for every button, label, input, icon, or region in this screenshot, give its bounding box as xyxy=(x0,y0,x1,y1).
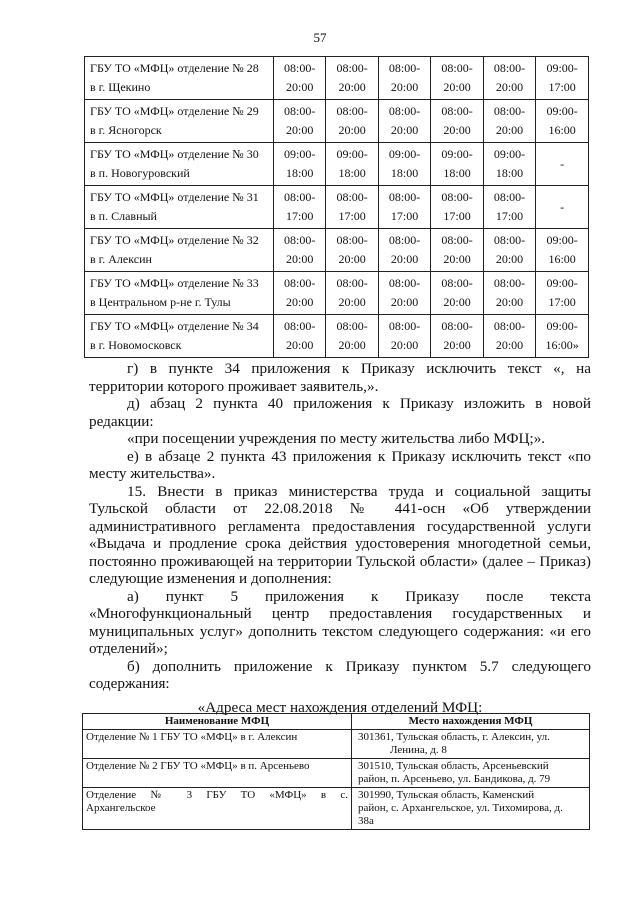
addresses-header-location: Место нахождения МФЦ xyxy=(352,714,590,730)
address-name-cell: Отделение № 3 ГБУ ТО «МФЦ» в с. Архангельское xyxy=(83,788,352,830)
table-row xyxy=(83,759,590,788)
para-15-line3: административного регламента предоставления государственной услуги xyxy=(89,517,591,535)
hours-cell: 08:00- 20:00 xyxy=(431,315,483,358)
hours-cell: 08:00- 17:00 xyxy=(378,186,430,229)
hours-cell: 09:00- 18:00 xyxy=(326,143,378,186)
hours-cell: 08:00- 20:00 xyxy=(273,100,325,143)
addresses-header-name: Наименование МФЦ xyxy=(83,714,352,730)
item-e-line1: е) в абзаце 2 пункта 43 приложения к Приказу исключить текст «по xyxy=(127,447,591,465)
address-name-cell: Отделение № 1 ГБУ ТО «МФЦ» в г. Алексин xyxy=(83,730,352,759)
hours-cell: 09:00- 18:00 xyxy=(273,143,325,186)
schedule-table xyxy=(84,56,589,358)
office-name-cell: ГБУ ТО «МФЦ» отделение № 30 в п. Новогуровский xyxy=(85,143,274,186)
hours-cell: 09:00- 18:00 xyxy=(483,143,535,186)
item-a-line4: отделений»; xyxy=(89,640,168,657)
hours-cell: 09:00- 18:00 xyxy=(431,143,483,186)
item-g-line2: территории которого проживает заявитель,». xyxy=(89,377,379,395)
hours-cell: 08:00- 17:00 xyxy=(483,186,535,229)
office-name-cell: ГБУ ТО «МФЦ» отделение № 29 в г. Ясногорск xyxy=(85,100,274,143)
item-b-line2: содержания: xyxy=(89,675,170,692)
amendments-text xyxy=(89,360,591,716)
table-row xyxy=(85,57,589,100)
hours-cell: 08:00- 20:00 xyxy=(273,57,325,100)
item-b-line1: б) дополнить приложение к Приказу пунктом 5.7 следующего xyxy=(127,657,591,675)
item-a-line1: а) пункт 5 приложения к Приказу после текста xyxy=(127,587,591,605)
office-name-cell: ГБУ ТО «МФЦ» отделение № 33 в Центральном р-не г. Тулы xyxy=(85,272,274,315)
hours-cell: 08:00- 20:00 xyxy=(483,100,535,143)
para-15-line6: следующие изменения и дополнения: xyxy=(89,570,332,587)
hours-cell: 08:00- 20:00 xyxy=(431,272,483,315)
hours-cell: 08:00- 20:00 xyxy=(431,57,483,100)
table-row xyxy=(83,788,590,830)
table-row xyxy=(85,186,589,229)
hours-cell: 09:00- 18:00 xyxy=(378,143,430,186)
hours-cell: 08:00- 20:00 xyxy=(326,272,378,315)
item-d-quote: «при посещении учреждения по месту жительства либо МФЦ;». xyxy=(127,430,546,447)
item-e-line2: месту жительства». xyxy=(89,465,216,482)
hours-cell: 08:00- 20:00 xyxy=(483,57,535,100)
hours-cell: 08:00- 20:00 xyxy=(483,229,535,272)
para-15-line4: «Выдача и продление срока действия удостоверения многодетной семьи, xyxy=(89,535,591,552)
table-row xyxy=(85,229,589,272)
addresses-title: «Адреса мест нахождения отделений МФЦ: xyxy=(197,698,483,716)
hours-cell: 08:00- 20:00 xyxy=(326,100,378,143)
hours-cell: 08:00- 20:00 xyxy=(273,315,325,358)
hours-cell: 08:00- 20:00 xyxy=(483,272,535,315)
hours-cell-empty: - xyxy=(536,186,589,229)
para-15-line1: 15. Внести в приказ министерства труда и социальной защиты xyxy=(127,482,591,500)
table-row xyxy=(85,315,589,358)
hours-cell: 09:00- 17:00 xyxy=(536,57,589,100)
table-row xyxy=(85,143,589,186)
hours-cell: 09:00- 16:00 xyxy=(536,100,589,143)
table-row xyxy=(83,730,590,759)
hours-cell: 08:00- 20:00 xyxy=(378,100,430,143)
para-15-line5: постоянно проживающей на территории Тульской области» (далее – Приказ) xyxy=(89,552,591,570)
hours-cell: 08:00- 20:00 xyxy=(431,229,483,272)
page-number: 57 xyxy=(313,30,327,45)
item-d-line2: редакции: xyxy=(89,412,154,430)
item-d-line1: д) абзац 2 пункта 40 приложения к Приказу изложить в новой xyxy=(127,395,591,412)
para-15-line2: Тульской области от 22.08.2018 № 441-осн «Об утверждении xyxy=(89,500,591,517)
hours-cell: 08:00- 17:00 xyxy=(326,186,378,229)
hours-cell: 08:00- 20:00 xyxy=(378,272,430,315)
hours-cell: 08:00- 20:00 xyxy=(378,315,430,358)
address-name-cell: Отделение № 2 ГБУ ТО «МФЦ» в п. Арсеньево xyxy=(83,759,352,788)
hours-cell: 08:00- 20:00 xyxy=(483,315,535,358)
hours-cell: 09:00- 16:00» xyxy=(536,315,589,358)
hours-cell: 08:00- 20:00 xyxy=(326,315,378,358)
office-name-cell: ГБУ ТО «МФЦ» отделение № 31 в п. Славный xyxy=(85,186,274,229)
hours-cell: 08:00- 20:00 xyxy=(273,229,325,272)
item-g-line1: г) в пункте 34 приложения к Приказу исключить текст «, на xyxy=(127,360,591,377)
hours-cell: 08:00- 17:00 xyxy=(273,186,325,229)
item-a-line2: «Многофункциональный центр предоставления государственных и xyxy=(89,605,591,622)
office-name-cell: ГБУ ТО «МФЦ» отделение № 28 в г. Щекино xyxy=(85,57,274,100)
hours-cell: 08:00- 20:00 xyxy=(326,229,378,272)
address-location-cell: 301990, Тульская область, Каменский район, с. Архангельское, ул. Тихомирова, д. 38а xyxy=(352,788,590,830)
item-a-line3: муниципальных услуг» дополнить текстом следующего содержания: «и его xyxy=(89,622,591,640)
office-name-cell: ГБУ ТО «МФЦ» отделение № 32 в г. Алексин xyxy=(85,229,274,272)
hours-cell: 08:00- 20:00 xyxy=(273,272,325,315)
table-row xyxy=(85,272,589,315)
address-location-cell: 301361, Тульская область, г. Алексин, ул. Ленина, д. 8 xyxy=(352,730,590,759)
hours-cell: 09:00- 16:00 xyxy=(536,229,589,272)
hours-cell: 08:00- 17:00 xyxy=(431,186,483,229)
addresses-table xyxy=(82,713,590,830)
hours-cell: 09:00- 17:00 xyxy=(536,272,589,315)
hours-cell: 08:00- 20:00 xyxy=(431,100,483,143)
table-row xyxy=(85,100,589,143)
hours-cell: 08:00- 20:00 xyxy=(378,229,430,272)
hours-cell: 08:00- 20:00 xyxy=(378,57,430,100)
hours-cell-empty: - xyxy=(536,143,589,186)
office-name-cell: ГБУ ТО «МФЦ» отделение № 34 в г. Новомосковск xyxy=(85,315,274,358)
hours-cell: 08:00- 20:00 xyxy=(326,57,378,100)
address-location-cell: 301510, Тульская область, Арсеньевский район, п. Арсеньево, ул. Бандикова, д. 79 xyxy=(352,759,590,788)
